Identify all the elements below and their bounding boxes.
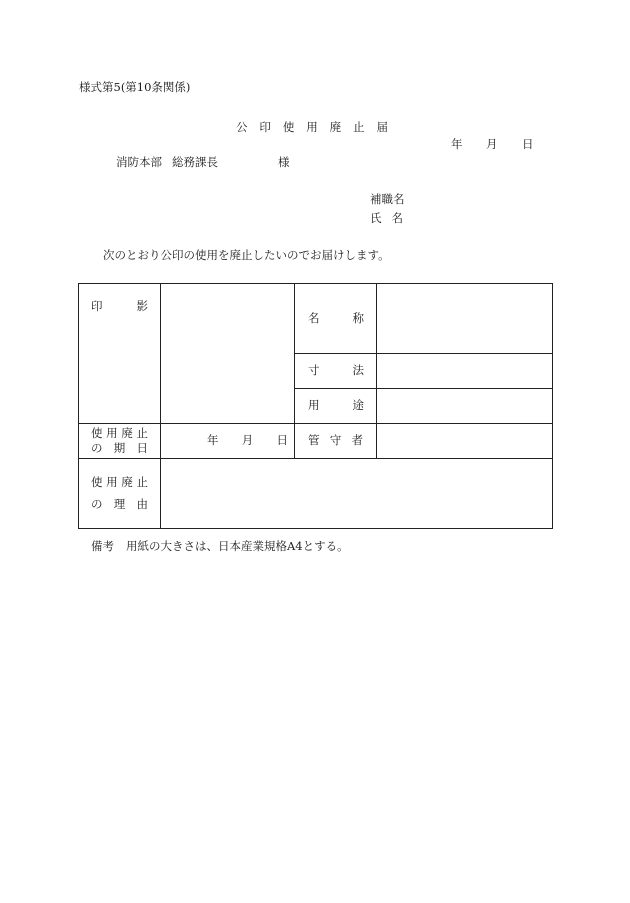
discontinue-date-value-cell xyxy=(161,424,295,459)
discontinue-date-label-cell: 使 用 廃 止 の 期 日 xyxy=(79,424,161,459)
seal-discontinuation-table xyxy=(78,283,553,529)
year-label: 年 xyxy=(451,137,463,151)
addressee xyxy=(116,155,290,169)
discontinue-year-label: 年 xyxy=(207,433,219,448)
day-label: 日 xyxy=(522,137,534,151)
addressee-org: 消防本部 xyxy=(116,155,162,169)
name-value-cell xyxy=(377,284,553,354)
reason-value-cell xyxy=(161,459,553,529)
intro-text: 次のとおり公印の使用を廃止したいのでお届けします。 xyxy=(103,248,390,262)
document-title: 公 印 使 用 廃 止 届 xyxy=(236,120,388,134)
reason-label-cell: 使 用 廃 止 の 理 由 xyxy=(79,459,161,529)
applicant-name-label: 氏 名 xyxy=(370,211,403,225)
applicant-position-label: 補職名 xyxy=(370,192,405,206)
note-label: 備考 xyxy=(91,539,114,553)
discontinue-month-label: 月 xyxy=(241,433,254,448)
size-label-cell: 寸 法 xyxy=(295,354,377,389)
note-text: 用紙の大きさは、日本産業規格A4とする。 xyxy=(126,539,349,553)
seal-impression-label-cell: 印 影 xyxy=(79,284,161,424)
addressee-dept: 総務課長 xyxy=(172,155,218,169)
size-value-cell xyxy=(377,354,553,389)
submission-date xyxy=(451,137,534,151)
addressee-honorific: 様 xyxy=(278,155,290,169)
purpose-value-cell xyxy=(377,389,553,424)
month-label: 月 xyxy=(486,137,498,151)
purpose-label-cell: 用 途 xyxy=(295,389,377,424)
note xyxy=(91,539,349,553)
name-label-cell: 名 称 xyxy=(295,284,377,354)
seal-impression-box xyxy=(161,284,295,424)
discontinue-day-label: 日 xyxy=(276,433,288,448)
custodian-label-cell: 管 守 者 xyxy=(295,424,377,459)
form-number: 様式第5(第10条関係) xyxy=(79,80,191,94)
custodian-value-cell xyxy=(377,424,553,459)
